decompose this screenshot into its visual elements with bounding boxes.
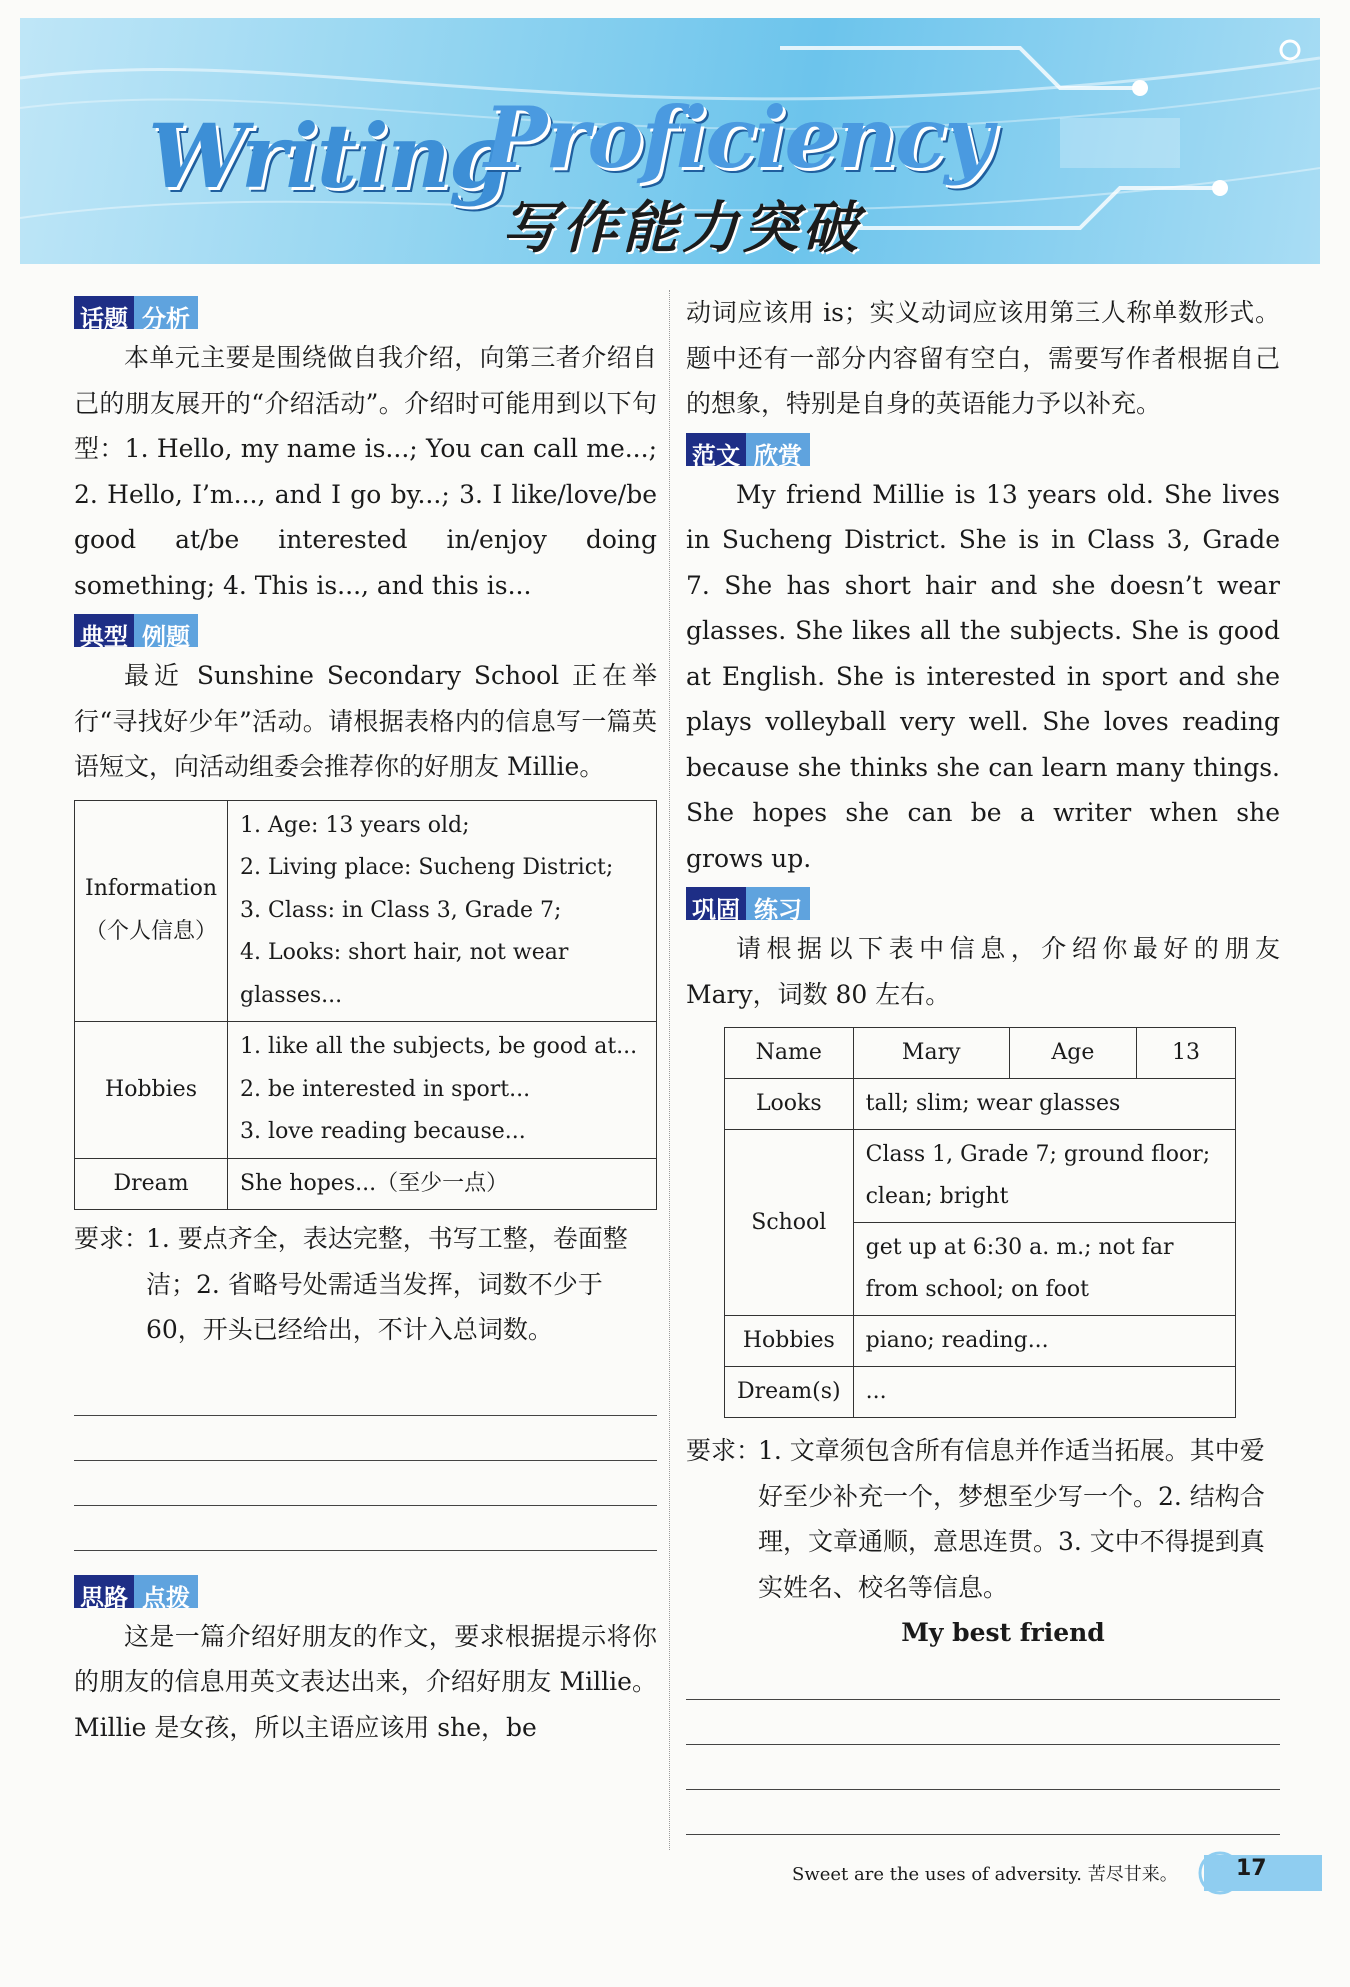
looks-value: tall; slim; wear glasses [853, 1079, 1235, 1130]
banner-title-chinese: 写作能力突破 [502, 196, 862, 261]
essay-title: My best friend [901, 1618, 1105, 1647]
writing-line[interactable] [74, 1416, 657, 1461]
banner-title-proficiency: Proficiency [484, 88, 992, 187]
looks-header: Looks [725, 1079, 854, 1130]
info-header: Information （个人信息） [75, 800, 228, 1022]
tag-practice: 巩固 练习 [686, 887, 810, 920]
tag-typical-example: 典型 例题 [74, 614, 198, 647]
millie-info-table [74, 800, 657, 1211]
requirements-right: 要求： 1. 文章须包含所有信息并作适当拓展。其中爱好至少补充一个，梦想至少写一个。2. 结构合理，文章通顺，意思连贯。3. 文中不得提到真实姓名、校名等信息。 [686, 1436, 1265, 1602]
right-column [686, 290, 1280, 1835]
column-divider [669, 290, 670, 1850]
writing-line[interactable] [74, 1506, 657, 1551]
writing-line[interactable] [74, 1371, 657, 1416]
age-header: Age [1009, 1028, 1136, 1079]
dream-value: She hopes...（至少一点） [228, 1158, 657, 1210]
requirements-left: 要求： 1. 要点齐全，表达完整，书写工整，卷面整洁；2. 省略号处需适当发挥，词数不少于 60，开头已经给出，不计入总词数。 [74, 1224, 628, 1344]
hobbies-values: 1. like all the subjects, be good at... 2. be interested in sport... 3. love reading because... [228, 1022, 657, 1159]
mary-info-table [724, 1027, 1236, 1418]
hobbies-header: Hobbies [725, 1316, 854, 1367]
left-column [74, 290, 657, 1750]
name-value: Mary [853, 1028, 1009, 1079]
school-header: School [725, 1130, 854, 1316]
writing-line[interactable] [686, 1700, 1280, 1745]
tag-thinking-tips: 思路 点拨 [74, 1575, 198, 1608]
age-value: 13 [1136, 1028, 1235, 1079]
footer-motto: Sweet are the uses of adversity. 苦尽甘来。 [792, 1864, 1178, 1885]
thinking-tips-continued: 动词应该用 is；实义动词应该用第三人称单数形式。题中还有一部分内容留有空白，需要写作者根据自己的想象，特别是自身的英语能力予以补充。 [686, 298, 1280, 418]
hobbies-value: piano; reading... [853, 1316, 1235, 1367]
school-value-1: Class 1, Grade 7; ground floor; clean; bright [853, 1130, 1235, 1223]
writing-line[interactable] [686, 1655, 1280, 1700]
writing-line[interactable] [74, 1461, 657, 1506]
dreams-value: ... [853, 1367, 1235, 1418]
thinking-tips-text: 这是一篇介绍好朋友的作文，要求根据提示将你的朋友的信息用英文表达出来，介绍好朋友 Millie。Millie 是女孩，所以主语应该用 she，be [74, 1621, 657, 1742]
banner-title-writing: Writing [148, 104, 509, 208]
header-banner [20, 18, 1320, 264]
dream-header: Dream [75, 1158, 228, 1210]
writing-line[interactable] [686, 1790, 1280, 1835]
name-header: Name [725, 1028, 854, 1079]
dreams-header: Dream(s) [725, 1367, 854, 1418]
page-number: 17 [1236, 1856, 1267, 1881]
tag-topic-analysis: 话题 分析 [74, 296, 198, 329]
tag-sample-essay: 范文 欣赏 [686, 433, 810, 466]
writing-line[interactable] [686, 1745, 1280, 1790]
hobbies-header: Hobbies [75, 1022, 228, 1159]
topic-analysis-text: 本单元主要是围绕做自我介绍，向第三者介绍自己的朋友展开的“介绍活动”。介绍时可能用到以下句型：1. Hello, my name is...; You can call me...; 2. Hello, I’m..., and I go by...; 3. I like/love/be good at/be interested in/enjoy doing something; 4. This is..., and this is... [74, 343, 657, 600]
info-values: 1. Age: 13 years old; 2. Living place: Sucheng District; 3. Class: in Class 3, Grade 7; 4. Looks: short hair, not wear glasses... [228, 800, 657, 1022]
school-value-2: get up at 6:30 a. m.; not far from school; on foot [853, 1223, 1235, 1316]
example-prompt: 最近 Sunshine Secondary School 正在举行“寻找好少年”活动。请根据表格内的信息写一篇英语短文，向活动组委会推荐你的好朋友 Millie。 [74, 661, 657, 781]
practice-prompt: 请根据以下表中信息，介绍你最好的朋友 Mary，词数 80 左右。 [686, 934, 1280, 1009]
sample-essay-text: My friend Millie is 13 years old. She lives in Sucheng District. She is in Class 3, Grade 7. She has short hair and she doesn’t wear glasses. She likes all the subjects. She is good at English. She is interested in sport and she plays volleyball very well. She loves reading because she thinks she can learn many things. She hopes she can be a writer when she grows up. [686, 479, 1280, 873]
